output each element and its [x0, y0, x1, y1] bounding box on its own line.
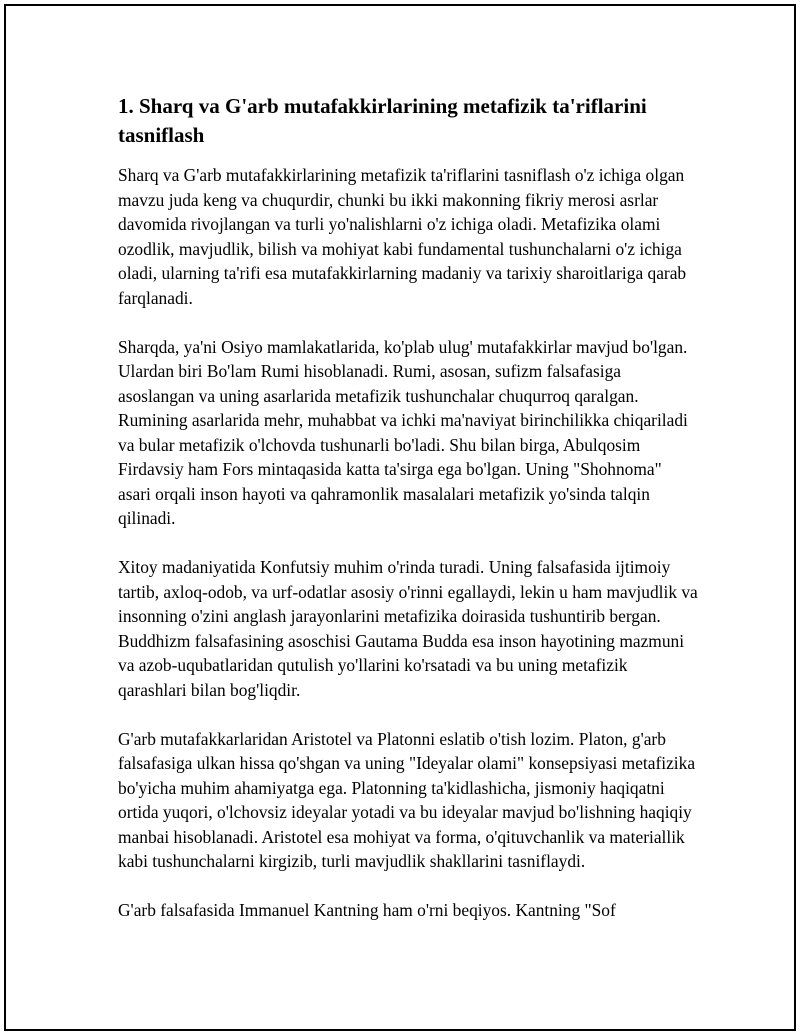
paragraph-aristotle-plato: G'arb mutafakkarlaridan Aristotel va Platonni eslatib o'tish lozim. Platon, g'arb falsafasiga ulkan hissa qo'shgan va uning "Ideyalar olami" konsepsiyasi metafizika bo'yicha muhim ahamiyatga ega. Platonning ta'kidlashicha, jismoniy haqiqatni ortida yuqori, o'lchovsiz ideyalar yotadi va bu ideyalar mavjud bo'lishning haqiqiy manbai hisoblanadi. Aristotel esa mohiyat va forma, o'qituvchanlik va materiallik kabi tushunchalarni kirgizib, turli mavjudlik shakllarini tasniflaydi. [118, 728, 696, 871]
paragraph-kant: G'arb falsafasida Immanuel Kantning ham o'rni beqiyos. Kantning "Sof [118, 900, 616, 920]
paragraph-confucius-buddha: Xitoy madaniyatida Konfutsiy muhim o'rinda turadi. Uning falsafasida ijtimoiy tartib, axloq-odob, va urf-odatlar asosiy o'rinni egallaydi, lekin u ham mavjudlik va insonning o'zini anglash jarayonlarini metafizika doirasida tushuntirib bergan. Buddhizm falsafasining asoschisi Gautama Budda esa inson hayotining mazmuni va azob-uqubatlaridan qutulish yo'llarini ko'rsatadi va bu uning metafizik qarashlari bilan bog'liqdir. [118, 557, 698, 700]
paragraph-intro: Sharq va G'arb mutafakkirlarining metafizik ta'riflarini tasniflash o'z ichiga olgan mavzu juda keng va chuqurdir, chunki bu ikki makonning fikriy merosi asrlar davomida rivojlangan va turli yo'nalishlarni o'z ichiga oladi. Metafizika olami ozodlik, mavjudlik, bilish va mohiyat kabi fundamental tushunchalarni o'z ichiga oladi, ularning ta'rifi esa mutafakkirlarning madaniy va tarixiy sharoitlariga qarab farqlanadi. [118, 165, 687, 308]
section-heading: 1. Sharq va G'arb mutafakkirlarining metafizik ta'riflarini tasniflash [118, 94, 647, 147]
paragraph-east-rumi-firdavsiy: Sharqda, ya'ni Osiyo mamlakatlarida, ko'plab ulug' mutafakkirlar mavjud bo'lgan. Ulardan biri Bo'lam Rumi hisoblanadi. Rumi, asosan, sufizm falsafasiga asoslangan va uning asarlarida metafizik tushunchalar chuqurroq qaralgan. Rumining asarlarida mehr, muhabbat va ichki ma'naviyat birinchilikka chiqariladi va bular metafizik o'lchovda tushunarli bo'ladi. Shu bilan birga, Abulqosim Firdavsiy ham Fors mintaqasida katta ta'sirga ega bo'lgan. Uning "Shohnoma" asari orqali inson hayoti va qahramonlik masalalari metafizik yo'sinda talqin qilinadi. [118, 336, 688, 528]
document-body [118, 92, 698, 947]
